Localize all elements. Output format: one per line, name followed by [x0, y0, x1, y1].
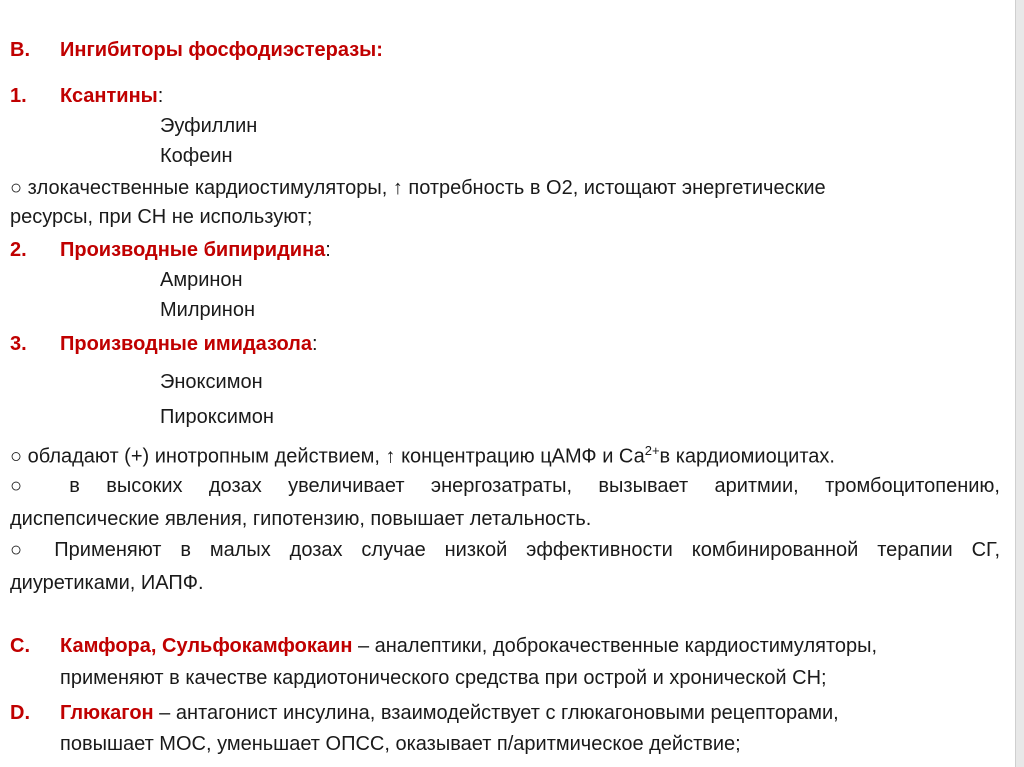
- drug-item: Эуфиллин: [160, 115, 258, 137]
- group2-title: Производные бипиридина: [60, 239, 326, 261]
- group3-number: 3.: [10, 333, 27, 355]
- drug-item: Эноксимон: [160, 371, 263, 393]
- group2-heading: [60, 238, 331, 262]
- drug-item: Кофеин: [160, 145, 233, 167]
- group3-colon: :: [312, 333, 318, 355]
- section-c-line1: [60, 634, 877, 658]
- group1-heading: [60, 84, 163, 108]
- slide-edge-bar: [1015, 0, 1024, 767]
- section-d-title: Глюкагон: [60, 702, 154, 724]
- effect-line-2a: ○ в высоких дозах увеличивает энергозатраты, вызывает аритмии, тромбоцитопению,: [10, 475, 1000, 497]
- drug-item: Пироксимон: [160, 406, 274, 428]
- group3-heading: [60, 332, 318, 356]
- group1-colon: :: [157, 85, 164, 107]
- drug-item: Амринон: [160, 269, 243, 291]
- section-d-line2: повышает МОС, уменьшает ОПСС, оказывает п/аритмическое действие;: [60, 733, 741, 755]
- group3-title: Производные имидазола: [60, 333, 313, 355]
- section-b-title: Ингибиторы фосфодиэстеразы:: [60, 39, 383, 61]
- section-b-label: В.: [10, 39, 30, 61]
- section-d-label: D.: [10, 702, 30, 724]
- effect1-post: в кардиомиоцитах.: [659, 445, 835, 468]
- section-c-label: С.: [10, 635, 30, 657]
- section-c-text1: – аналептики, доброкачественные кардиостимуляторы,: [352, 635, 878, 657]
- effect-line-2b: диспепсические явления, гипотензию, повышает летальность.: [10, 508, 592, 530]
- section-d-line1: [60, 701, 839, 725]
- section-c-title: Камфора, Сульфокамфокаин: [60, 635, 353, 657]
- group2-number: 2.: [10, 239, 27, 261]
- effect1-pre: ○ обладают (+) инотропным действием, ↑ концентрацию цАМФ и Са: [10, 445, 645, 468]
- section-c-line2: применяют в качестве кардиотонического средства при острой и хронической СН;: [60, 667, 827, 689]
- drug-item: Милринон: [160, 299, 256, 321]
- section-d-text1: – антагонист инсулина, взаимодействует с глюкагоновыми рецепторами,: [153, 702, 839, 724]
- group1-number: 1.: [10, 85, 27, 107]
- effect-line-3a: ○ Применяют в малых дозах случае низкой эффективности комбинированной терапии СГ,: [10, 539, 1000, 561]
- group1-note-line2: ресурсы, при СН не используют;: [10, 206, 313, 228]
- effect-line-1: [10, 439, 835, 469]
- group1-note-line1: ○ злокачественные кардиостимуляторы, ↑ потребность в О2, истощают энергетические: [10, 177, 826, 199]
- effect1-superscript: 2+: [644, 443, 660, 458]
- effect-line-3b: диуретиками, ИАПФ.: [10, 572, 204, 594]
- group1-title: Ксантины: [60, 85, 158, 107]
- group2-colon: :: [325, 239, 331, 261]
